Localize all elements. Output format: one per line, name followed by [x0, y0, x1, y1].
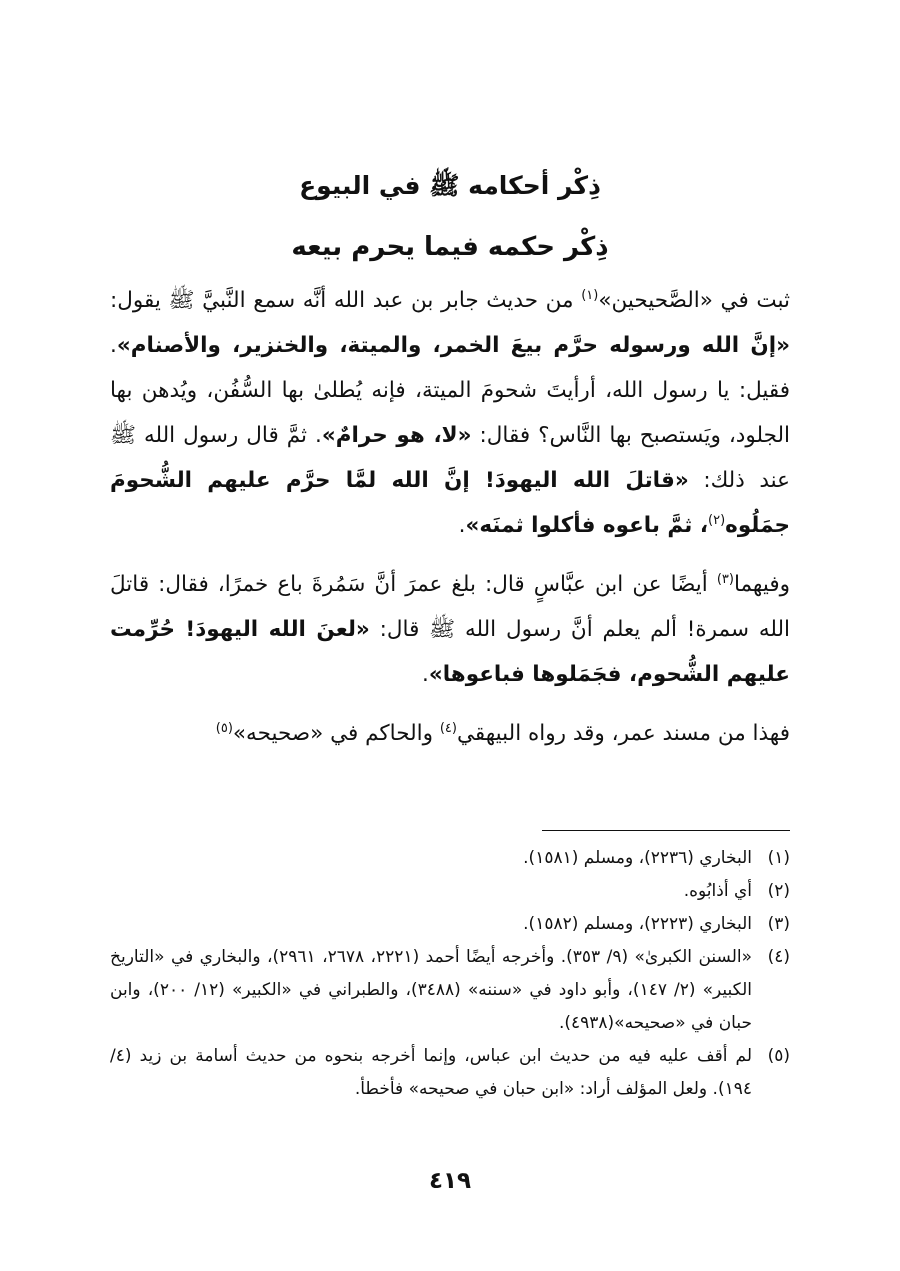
p1-text-5: .	[458, 513, 466, 538]
footnote-text: أي أذابُوه.	[683, 881, 752, 901]
footnote-number: (٣)	[767, 914, 790, 934]
footnote-1	[110, 842, 790, 875]
footnote-text: البخاري (٢٢٢٣)، ومسلم (١٥٨٢).	[523, 914, 752, 934]
footnote-ref-1[interactable]: (١)	[581, 287, 599, 303]
footnote-number: (١)	[767, 848, 790, 868]
footnote-divider	[542, 830, 790, 831]
footnote-ref-2[interactable]: (٢)	[708, 512, 726, 528]
footnote-4	[110, 941, 790, 1040]
footnotes-section	[110, 842, 790, 1106]
p1-text-2: من حديث جابر بن عبد الله أنَّه سمع النَّبيَّ ﷺ يقول:	[110, 288, 582, 313]
p3-text-1: فهذا من مسند عمر، وقد رواه البيهقي	[456, 721, 790, 746]
section-subtitle: ذِكْر حكمه فيما يحرم بيعه	[291, 232, 609, 262]
footnote-text: لم أقف عليه فيه من حديث ابن عباس، وإنما أخرجه بنحوه من حديث أسامة بن زيد (٤/ ١٩٤). ولعل المؤلف أراد: «ابن حبان في صحيحه» فأخطأ.	[110, 1046, 752, 1099]
p2-text-3: .	[422, 662, 429, 687]
footnote-ref-5[interactable]: (٥)	[215, 720, 233, 736]
footnote-text: البخاري (٢٢٣٦)، ومسلم (١٥٨١).	[523, 848, 752, 868]
p1-text-4: . ثمَّ قال رسول الله ﷺ عند ذلك:	[110, 423, 791, 493]
p1-hadith-quote-2: «لا، هو حرامٌ»	[321, 423, 472, 448]
paragraph-1	[110, 278, 790, 548]
footnote-text: «السنن الكبرىٰ» (٩/ ٣٥٣). وأخرجه أيضًا أحمد (٢٢٢١، ٢٦٧٨، ٢٩٦١)، والبخاري في «التاريخ الكبير» (٢/ ١٤٧)، وأبو داود في «سننه» (٣٤٨٨)، والطبراني في «الكبير» (١٢/ ٢٠٠)، وابن حبان في «صحيحه»(٤٩٣٨).	[110, 947, 753, 1033]
footnote-number: (٤)	[767, 947, 790, 967]
footnote-2	[110, 875, 790, 908]
footnote-number: (٥)	[767, 1046, 790, 1066]
footnote-3	[110, 908, 790, 941]
p1-hadith-quote-1: «إنَّ الله ورسوله حرَّم بيعَ الخمر، والميتة، والخنزير، والأصنام»	[116, 333, 790, 358]
page-number: ٤١٩	[428, 1168, 472, 1194]
paragraph-3	[110, 711, 790, 756]
p3-text-2: والحاكم في «صحيحه»	[232, 721, 440, 746]
paragraph-2	[110, 562, 790, 697]
p1-text-3: . فقيل: يا رسول الله، أرأيتَ شحومَ الميتة، فإنه يُطلىٰ بها السُّفُن، ويُدهن بها الجلود، ويَستصبح بها النَّاس؟ فقال:	[110, 333, 791, 448]
chapter-title: ذِكْر أحكامه ﷺ في البيوع	[299, 171, 601, 200]
footnote-5	[110, 1040, 790, 1106]
footnote-number: (٢)	[767, 881, 790, 901]
p2-text-2: أيضًا عن ابن عبَّاسٍ قال: بلغ عمرَ أنَّ سَمُرةَ باع خمرًا، فقال: قاتلَ الله سمرة! ألم يعلم أنَّ رسول الله ﷺ قال:	[110, 572, 790, 642]
p1-text-1: ثبت في «الصَّحيحين»	[598, 288, 790, 313]
p1-hadith-quote-3b: ، ثمَّ باعوه فأكلوا ثمنَه»	[465, 513, 708, 538]
p2-text-1: وفيهما	[733, 572, 790, 597]
p1-hadith-quote-3a: «قاتلَ الله اليهودَ! إنَّ الله لمَّا حرَّم عليهم الشُّحومَ جمَلُوه	[110, 468, 790, 538]
p2-hadith-quote: «لعنَ الله اليهودَ! حُرِّمت عليهم الشُّحوم، فجَمَلوها فباعوها»	[110, 617, 790, 687]
footnote-ref-3[interactable]: (٣)	[716, 571, 734, 587]
footnote-ref-4[interactable]: (٤)	[439, 720, 457, 736]
